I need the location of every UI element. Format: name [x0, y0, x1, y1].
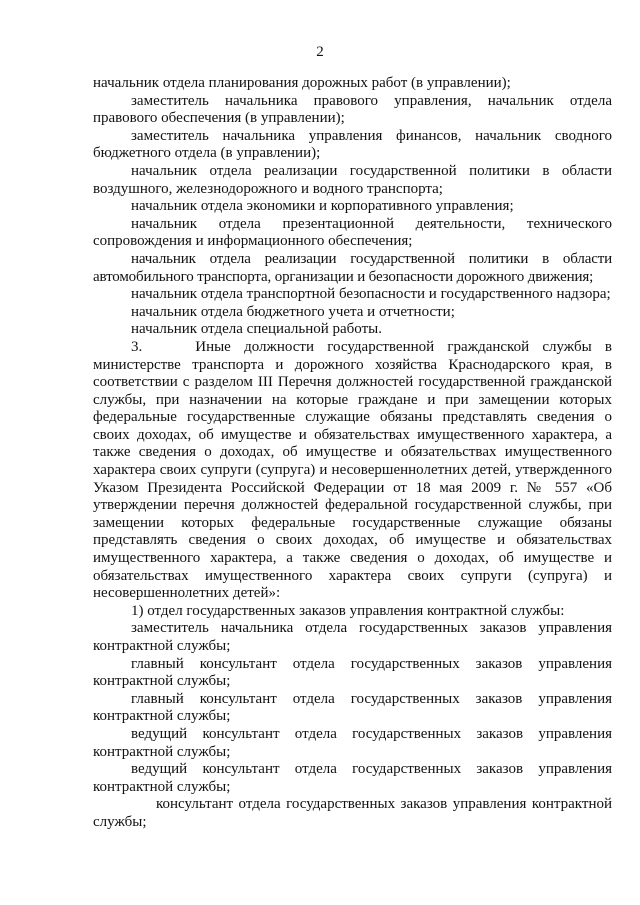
paragraph: 1) отдел государственных заказов управления контрактной службы: [131, 602, 565, 619]
paragraph: начальник отдела специальной работы. [131, 321, 382, 338]
paragraph: начальник отдела реализации государственной политики в области автомобильного транспорта, организации и безопасности дорожного движения; [93, 250, 612, 285]
paragraph: начальник отдела экономики и корпоративного управления; [131, 198, 514, 215]
paragraph: начальник отдела планирования дорожных работ (в управлении); [93, 75, 511, 91]
paragraph: заместитель начальника правового управления, начальник отдела правового обеспечения (в управлении); [93, 92, 612, 127]
paragraph: заместитель начальника управления финансов, начальник сводного бюджетного отдела (в управлении); [93, 127, 612, 162]
paragraph: ведущий консультант отдела государственных заказов управления контрактной службы; [93, 725, 612, 760]
document-body [93, 75, 612, 832]
paragraph: главный консультант отдела государственных заказов управления контрактной службы; [93, 655, 612, 690]
paragraph: начальник отдела реализации государственной политики в области воздушного, железнодорожного и водного транспорта; [93, 162, 612, 197]
paragraph: 3. Иные должности государственной гражданской службы в министерстве транспорта и дорожного хозяйства Краснодарского края, в соответствии с разделом III Перечня должностей государственной гражданской службы, при назначении на которые граждане и при замещении которых федеральные государственные служащие обязаны представлять сведения о своих доходах, об имуществе и обязательствах имущественного характера, а также сведения о доходах, об имуществе и обязательствах имущественного характера своих супруги (супруга) и несовершеннолетних детей, утвержденного Указом Президента Российской Федерации от 18 мая 2009 г. № 557 «Об утверждении перечня должностей федеральной государственной службы, при замещении которых федеральные государственные служащие обязаны представлять сведения о своих доходах, об имуществе и обязательствах имущественного характера, а также сведения о доходах, об имуществе и обязательствах имущественного характера своих супруги (супруга) и несовершеннолетних детей»: [93, 338, 612, 602]
paragraph: начальник отдела презентационной деятельности, технического сопровождения и информационного обеспечения; [93, 215, 612, 250]
page-number: 2 [316, 44, 324, 60]
paragraph: начальник отдела бюджетного учета и отчетности; [131, 303, 455, 320]
paragraph: консультант отдела государственных заказов управления контрактной службы; [93, 796, 612, 830]
paragraph: главный консультант отдела государственных заказов управления контрактной службы; [93, 690, 612, 725]
paragraph: начальник отдела транспортной безопасности и государственного надзора; [131, 286, 611, 303]
paragraph: заместитель начальника отдела государственных заказов управления контрактной службы; [93, 620, 612, 654]
paragraph: ведущий консультант отдела государственных заказов управления контрактной службы; [93, 761, 612, 795]
